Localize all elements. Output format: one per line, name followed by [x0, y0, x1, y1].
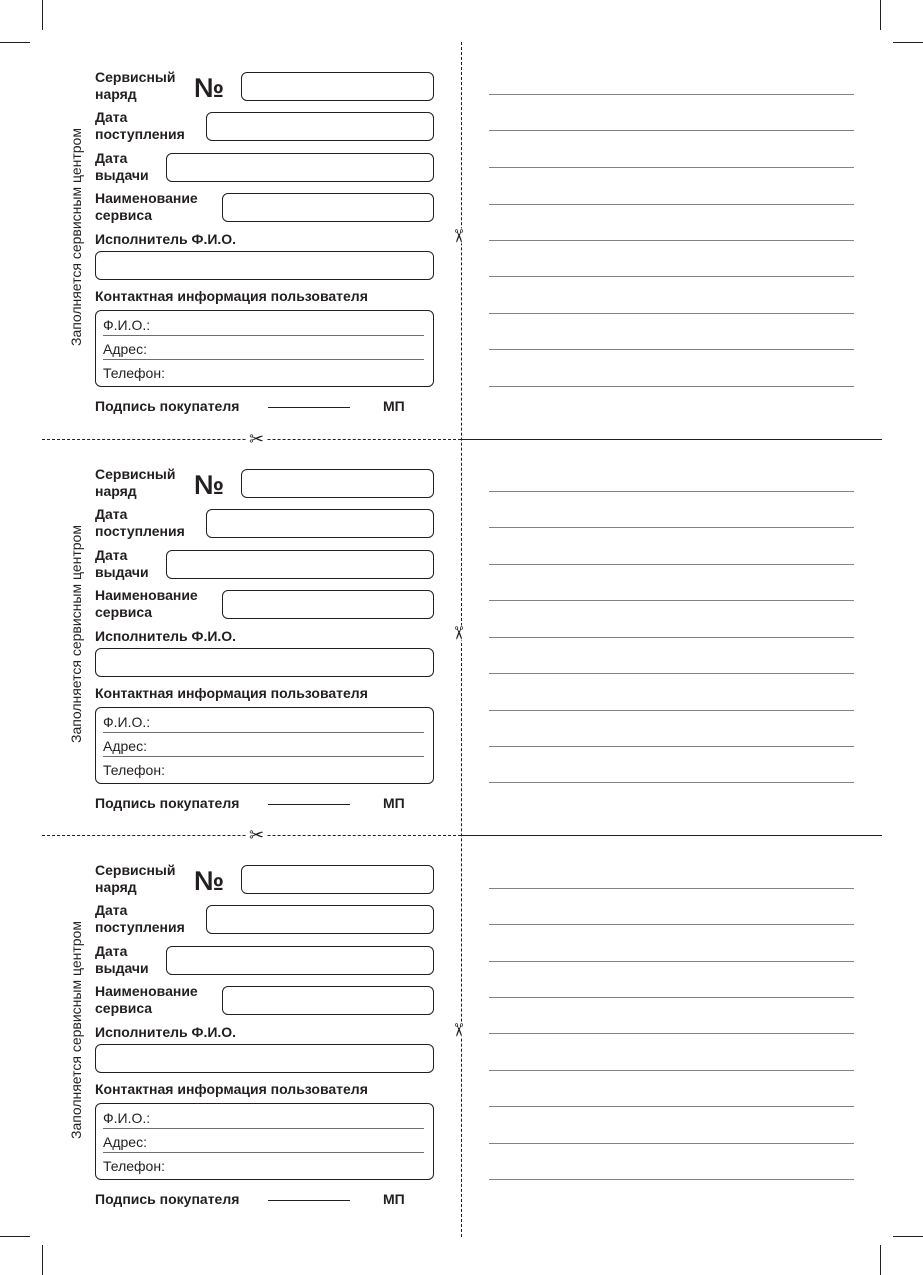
service-coupon	[0, 862, 923, 1259]
contact-title: Контактная информация пользователя	[95, 685, 368, 701]
order-label: Сервисный наряд	[95, 862, 176, 895]
service-coupon	[0, 69, 923, 466]
note-line[interactable]	[489, 1106, 854, 1107]
phone-label: Телефон:	[103, 1158, 165, 1174]
note-line[interactable]	[489, 130, 854, 131]
note-line[interactable]	[489, 1033, 854, 1034]
fio-label: Ф.И.О.:	[103, 317, 151, 333]
note-line[interactable]	[489, 204, 854, 205]
receipt-date-field[interactable]	[206, 905, 434, 934]
signature-label: Подпись покупателя	[95, 1191, 240, 1207]
note-line[interactable]	[489, 600, 854, 601]
contact-box	[95, 310, 434, 387]
receipt-date-field[interactable]	[206, 509, 434, 538]
executor-field[interactable]	[95, 648, 434, 677]
phone-row[interactable]	[103, 359, 424, 383]
issue-date-label: Дата выдачи	[95, 547, 149, 580]
order-number-field[interactable]	[241, 72, 434, 101]
note-line[interactable]	[489, 961, 854, 962]
signature-label: Подпись покупателя	[95, 795, 240, 811]
note-line[interactable]	[489, 527, 854, 528]
side-label: Заполняется сервисным центром	[68, 525, 84, 743]
address-row[interactable]	[103, 335, 424, 360]
crop-mark	[42, 0, 43, 30]
side-label: Заполняется сервисным центром	[68, 128, 84, 346]
receipt-date-label: Дата поступления	[95, 506, 185, 539]
phone-row[interactable]	[103, 1152, 424, 1176]
fio-label: Ф.И.О.:	[103, 1110, 151, 1126]
issue-date-label: Дата выдачи	[95, 150, 149, 183]
note-line[interactable]	[489, 924, 854, 925]
phone-label: Телефон:	[103, 762, 165, 778]
note-line[interactable]	[489, 240, 854, 241]
scissors-icon: ✂	[249, 429, 265, 449]
address-label: Адрес:	[103, 1134, 147, 1150]
signature-label: Подпись покупателя	[95, 398, 240, 414]
fio-row[interactable]	[103, 311, 424, 336]
note-line[interactable]	[489, 673, 854, 674]
note-line[interactable]	[489, 637, 854, 638]
crop-mark	[0, 42, 30, 43]
service-name-field[interactable]	[222, 193, 434, 222]
stamp-label: МП	[383, 398, 405, 414]
crop-mark	[880, 0, 881, 30]
signature-line[interactable]	[268, 804, 350, 805]
executor-field[interactable]	[95, 251, 434, 280]
receipt-date-label: Дата поступления	[95, 109, 185, 142]
note-line[interactable]	[489, 888, 854, 889]
contact-title: Контактная информация пользователя	[95, 1081, 368, 1097]
note-line[interactable]	[489, 313, 854, 314]
scissors-icon: ✂	[448, 1022, 469, 1038]
side-label: Заполняется сервисным центром	[68, 921, 84, 1139]
address-label: Адрес:	[103, 341, 147, 357]
issue-date-label: Дата выдачи	[95, 943, 149, 976]
note-line[interactable]	[489, 782, 854, 783]
number-sign: №	[194, 866, 225, 896]
executor-label: Исполнитель Ф.И.О.	[95, 231, 237, 247]
number-sign: №	[194, 470, 225, 500]
scissors-icon: ✂	[249, 825, 265, 845]
contact-box	[95, 1103, 434, 1180]
signature-line[interactable]	[268, 407, 350, 408]
crop-mark	[893, 42, 923, 43]
phone-row[interactable]	[103, 756, 424, 780]
service-name-field[interactable]	[222, 986, 434, 1015]
contact-box	[95, 707, 434, 784]
note-line[interactable]	[489, 386, 854, 387]
scissors-icon: ✂	[448, 228, 469, 244]
address-row[interactable]	[103, 1128, 424, 1153]
note-line[interactable]	[489, 710, 854, 711]
service-name-label: Наименование сервиса	[95, 190, 198, 223]
service-name-label: Наименование сервиса	[95, 983, 198, 1016]
receipt-date-field[interactable]	[206, 112, 434, 141]
note-line[interactable]	[489, 276, 854, 277]
issue-date-field[interactable]	[166, 153, 434, 182]
order-label: Сервисный наряд	[95, 69, 176, 102]
order-label: Сервисный наряд	[95, 466, 176, 499]
note-line[interactable]	[489, 491, 854, 492]
note-line[interactable]	[489, 1143, 854, 1144]
service-name-field[interactable]	[222, 590, 434, 619]
note-line[interactable]	[489, 1179, 854, 1180]
issue-date-field[interactable]	[166, 946, 434, 975]
fio-row[interactable]	[103, 1104, 424, 1129]
address-row[interactable]	[103, 732, 424, 757]
note-line[interactable]	[489, 997, 854, 998]
signature-line[interactable]	[268, 1200, 350, 1201]
service-name-label: Наименование сервиса	[95, 587, 198, 620]
note-line[interactable]	[489, 746, 854, 747]
issue-date-field[interactable]	[166, 550, 434, 579]
address-label: Адрес:	[103, 738, 147, 754]
service-coupon	[0, 466, 923, 863]
note-line[interactable]	[489, 1070, 854, 1071]
receipt-date-label: Дата поступления	[95, 902, 185, 935]
executor-field[interactable]	[95, 1044, 434, 1073]
note-line[interactable]	[489, 349, 854, 350]
stamp-label: МП	[383, 1191, 405, 1207]
contact-title: Контактная информация пользователя	[95, 288, 368, 304]
stamp-label: МП	[383, 795, 405, 811]
order-number-field[interactable]	[241, 469, 434, 498]
executor-label: Исполнитель Ф.И.О.	[95, 1024, 237, 1040]
fio-label: Ф.И.О.:	[103, 714, 151, 730]
note-line[interactable]	[489, 167, 854, 168]
note-line[interactable]	[489, 564, 854, 565]
order-number-field[interactable]	[241, 865, 434, 894]
executor-label: Исполнитель Ф.И.О.	[95, 628, 237, 644]
phone-label: Телефон:	[103, 365, 165, 381]
note-line[interactable]	[489, 94, 854, 95]
number-sign: №	[194, 73, 225, 103]
fio-row[interactable]	[103, 708, 424, 733]
scissors-icon: ✂	[448, 625, 469, 641]
